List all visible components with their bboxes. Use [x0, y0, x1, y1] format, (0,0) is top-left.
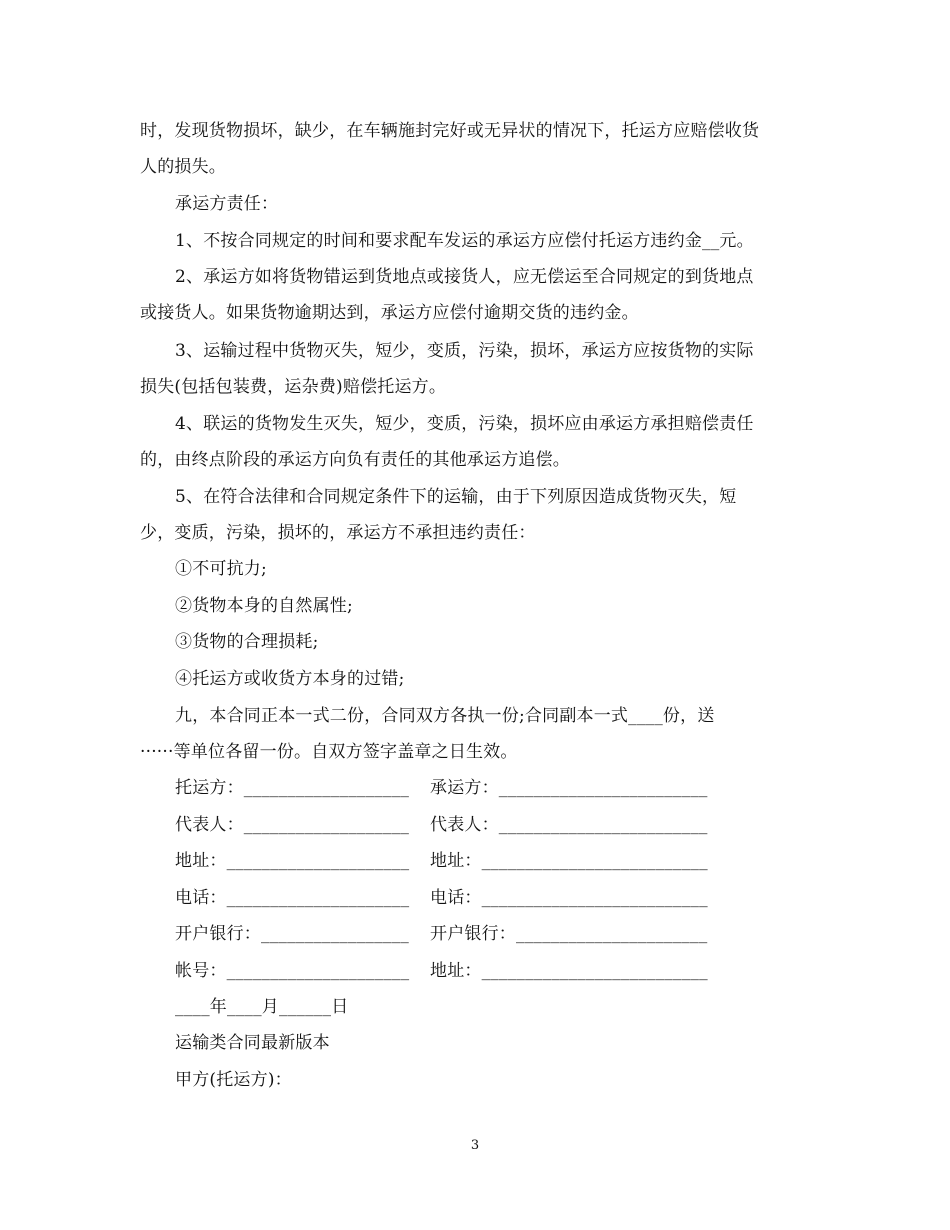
section-heading: 承运方责任：: [175, 194, 279, 214]
signature-bank-right: 开户银行：______________________: [430, 924, 708, 944]
paragraph-line: 损失(包括包装费，运杂费)赔偿托运方。: [140, 377, 447, 397]
list-item: ②货物本身的自然属性;: [175, 596, 353, 616]
signature-representative-right: 代表人：________________________: [430, 815, 708, 835]
signature-address2-right: 地址：__________________________: [430, 961, 708, 981]
paragraph-line: 人的损失。: [140, 157, 226, 177]
signature-account-left: 帐号：_____________________: [175, 961, 410, 981]
signature-representative-left: 代表人：___________________: [175, 815, 410, 835]
list-item: ①不可抗力;: [175, 559, 267, 579]
paragraph-line: 的，由终点阶段的承运方向负有责任的其他承运方追偿。: [140, 450, 570, 470]
next-contract-title: 运输类合同最新版本: [175, 1033, 330, 1053]
paragraph-line: 九，本合同正本一式二份，合同双方各执一份;合同副本一式____份，送: [175, 706, 715, 726]
paragraph-line: 或接货人。如果货物逾期达到，承运方应偿付逾期交货的违约金。: [140, 303, 639, 323]
signature-bank-left: 开户银行：_________________: [175, 924, 409, 944]
paragraph-line: ······等单位各留一份。自双方签字盖章之日生效。: [140, 742, 518, 762]
list-item: ③货物的合理损耗;: [175, 632, 319, 652]
signature-phone-right: 电话：__________________________: [430, 888, 708, 908]
paragraph-line: 1、不按合同规定的时间和要求配车发运的承运方应偿付托运方违约金__元。: [175, 231, 754, 251]
paragraph-line: 2、承运方如将货物错运到货地点或接货人，应无偿运至合同规定的到货地点: [175, 267, 754, 287]
paragraph-line: 4、联运的货物发生灭失，短少，变质，污染，损坏应由承运方承担赔偿责任: [175, 414, 754, 434]
page-number: 3: [470, 1138, 480, 1153]
paragraph-line: 少，变质，污染，损坏的，承运方不承担违约责任：: [140, 523, 536, 543]
party-a-label: 甲方(托运方)：: [175, 1070, 292, 1090]
signature-address-right: 地址：__________________________: [430, 851, 708, 871]
signature-phone-left: 电话：_____________________: [175, 888, 410, 908]
date-line: ____年____月______日: [175, 997, 349, 1017]
signature-carrier: 承运方：________________________: [430, 778, 708, 798]
paragraph-line: 5、在符合法律和合同规定条件下的运输，由于下列原因造成货物灭失，短: [175, 487, 737, 507]
paragraph-line: 3、运输过程中货物灭失，短少，变质，污染，损坏，承运方应按货物的实际: [175, 341, 754, 361]
signature-address-left: 地址：_____________________: [175, 851, 410, 871]
paragraph-line: 时，发现货物损坏，缺少，在车辆施封完好或无异状的情况下，托运方应赔偿收货: [140, 121, 760, 141]
signature-shipper: 托运方：___________________: [175, 778, 410, 798]
list-item: ④托运方或收货方本身的过错;: [175, 669, 405, 689]
